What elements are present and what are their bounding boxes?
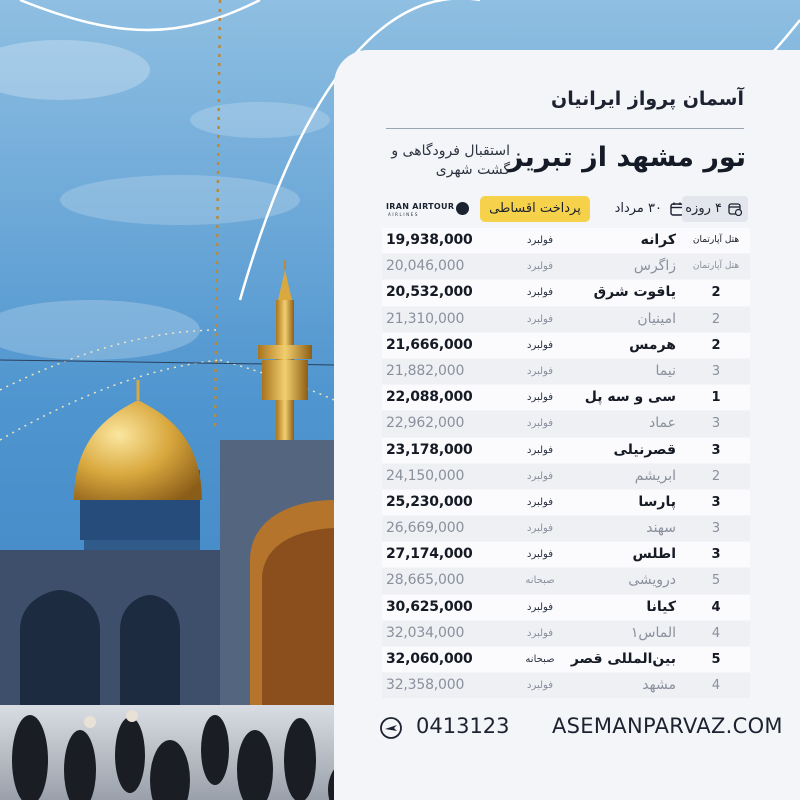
hotel-name-cell: امینیان	[637, 310, 676, 327]
board-cell: فولبرد	[527, 418, 553, 430]
hotel-name-cell: الماس۱	[630, 624, 676, 641]
price-cell: 22,088,000	[386, 389, 473, 406]
hotel-stars-cell: 3	[711, 416, 721, 432]
hotel-stars-cell: 1	[711, 390, 721, 406]
price-cell: 28,665,000	[386, 572, 465, 589]
board-cell: فولبرد	[527, 392, 553, 404]
board-cell: فولبرد	[527, 287, 553, 299]
table-row	[382, 307, 750, 332]
hotel-name-cell: اطلس	[632, 546, 676, 563]
hotel-stars-cell: 3	[711, 494, 721, 510]
installment-badge: پرداخت اقساطی	[480, 196, 590, 222]
price-cell: 22,962,000	[386, 415, 465, 432]
duration-text: ۴ روزه	[685, 201, 722, 216]
departure-date-text: ۳۰ مرداد	[614, 201, 662, 216]
price-cell: 32,358,000	[386, 677, 465, 694]
calendar-clock-icon	[728, 202, 742, 216]
tour-info-bar	[384, 196, 748, 224]
board-cell: فولبرد	[527, 680, 553, 692]
hotel-stars-cell: 3	[711, 547, 721, 563]
table-row	[382, 411, 750, 436]
contact-footer	[380, 712, 783, 744]
table-row	[382, 490, 750, 515]
hotel-stars-cell: 4	[711, 678, 721, 694]
tour-title: تور مشهد از تبریز	[507, 142, 746, 173]
board-cell: فولبرد	[527, 365, 553, 377]
price-cell: 21,310,000	[386, 310, 465, 327]
board-cell: فولبرد	[527, 601, 553, 613]
hotel-stars-cell: 5	[711, 573, 721, 589]
table-row	[382, 254, 750, 279]
table-row	[382, 621, 750, 646]
hotel-name-cell: سی و سه پل	[584, 389, 676, 406]
price-cell: 21,882,000	[386, 362, 465, 379]
hotel-name-cell: درویشی	[628, 572, 676, 589]
hotel-stars-cell: 5	[711, 652, 721, 667]
website-link[interactable]: ASEMANPARVAZ.COM	[552, 714, 783, 738]
table-row	[382, 280, 750, 305]
price-cell: 25,230,000	[386, 493, 473, 510]
board-cell: فولبرد	[527, 627, 553, 639]
airline-name: IRAN AIRTOUR	[386, 202, 455, 211]
price-cell: 20,532,000	[386, 284, 473, 301]
airline-sub: AIRLINES	[388, 212, 419, 217]
price-cell: 21,666,000	[386, 336, 473, 353]
hotel-name-cell: کیانا	[646, 598, 676, 615]
hotel-name-cell: هرمس	[629, 336, 676, 353]
price-cell: 20,046,000	[386, 258, 465, 275]
hotel-name-cell: ابریشم	[634, 467, 676, 484]
price-cell: 32,060,000	[386, 651, 473, 667]
departure-date	[598, 196, 688, 222]
price-cell: 30,625,000	[386, 598, 473, 615]
board-cell: فولبرد	[527, 313, 553, 325]
services-text: استقبال فرودگاهی و گشت شهری	[391, 143, 510, 178]
board-cell: صبحانه	[525, 654, 555, 665]
phone-number[interactable]: 0413123	[416, 714, 510, 738]
hotel-name-cell: مشهد	[642, 677, 676, 694]
board-cell: صبحانه	[525, 575, 555, 587]
price-cell: 32,034,000	[386, 624, 465, 641]
hotel-name-cell: بین‌المللی قصر	[570, 651, 676, 667]
hotel-name-cell: قصرنیلی	[613, 441, 676, 458]
hotel-price-table	[382, 228, 750, 699]
table-row	[382, 568, 750, 593]
hotel-stars-cell: 3	[711, 363, 721, 379]
table-row	[382, 464, 750, 489]
table-row	[382, 647, 750, 672]
hotel-stars-cell: 4	[711, 625, 721, 641]
hotel-stars-cell: 3	[711, 521, 721, 537]
table-row	[382, 228, 750, 253]
board-cell: فولبرد	[527, 549, 553, 561]
board-cell: فولبرد	[527, 339, 553, 351]
globe-icon	[456, 202, 469, 215]
board-cell: فولبرد	[527, 444, 553, 456]
table-row	[382, 673, 750, 698]
hotel-stars-cell: 3	[711, 442, 721, 458]
price-cell: 19,938,000	[386, 232, 473, 248]
hotel-name-cell: نیما	[655, 362, 676, 379]
table-row	[382, 385, 750, 410]
board-cell: فولبرد	[527, 261, 553, 273]
hotel-name-cell: یاقوت شرق	[593, 284, 676, 301]
hotel-stars-cell: 4	[711, 599, 721, 615]
hotel-stars-cell: هتل آپارتمان	[692, 235, 740, 245]
hotel-name-cell: پارسا	[638, 493, 676, 510]
table-row	[382, 333, 750, 358]
plane-icon	[380, 717, 402, 739]
hotel-name-cell: کرانه	[640, 232, 676, 248]
board-cell: فولبرد	[527, 523, 553, 535]
hotel-stars-cell: هتل آپارتمان	[692, 261, 740, 272]
brand-name: آسمان پرواز ایرانیان	[551, 88, 744, 110]
table-row	[382, 542, 750, 567]
table-row	[382, 595, 750, 620]
hotel-stars-cell: 2	[711, 337, 721, 353]
board-cell: فولبرد	[527, 235, 553, 246]
hotel-stars-cell: 2	[711, 468, 721, 484]
table-row	[382, 359, 750, 384]
hotel-stars-cell: 2	[711, 311, 721, 327]
duration-badge	[682, 196, 748, 222]
hotel-name-cell: زاگرس	[633, 258, 676, 275]
airline-logo	[384, 202, 472, 220]
title-divider	[386, 128, 744, 129]
price-cell: 24,150,000	[386, 467, 465, 484]
table-row	[382, 438, 750, 463]
board-cell: فولبرد	[527, 496, 553, 508]
tour-card	[334, 50, 800, 800]
price-cell: 23,178,000	[386, 441, 473, 458]
table-row	[382, 516, 750, 541]
hotel-stars-cell: 2	[711, 285, 721, 301]
price-cell: 27,174,000	[386, 546, 473, 563]
board-cell: فولبرد	[527, 470, 553, 482]
hotel-name-cell: عماد	[649, 415, 676, 432]
price-cell: 26,669,000	[386, 520, 465, 537]
hotel-name-cell: سهند	[646, 520, 676, 537]
